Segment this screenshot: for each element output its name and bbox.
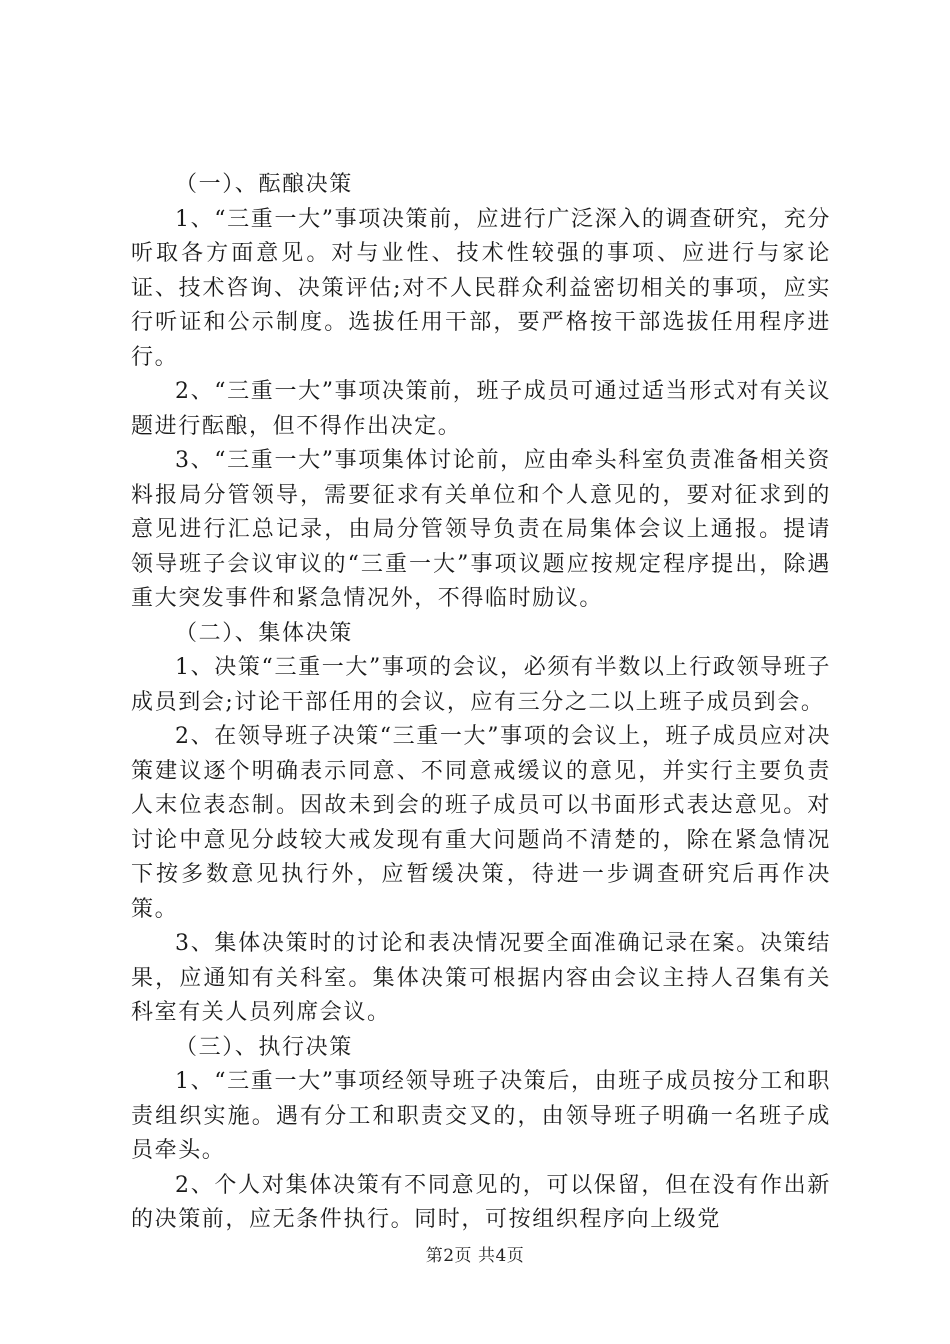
- section-heading-3: （三）、执行决策: [175, 1034, 353, 1060]
- paragraph: 3、集体决策时的讨论和表决情况要全面准确记录在案。决策结果，应通知有关科室。集体决策可根据内容由会议主持人召集有关科室有关人员列席会议。: [131, 931, 831, 1025]
- section-heading-2: （二）、集体决策: [175, 620, 353, 646]
- page-number-footer: 第2页 共4页: [425, 1246, 525, 1266]
- paragraph: 2、在领导班子决策“三重一大”事项的会议上，班子成员应对决策建议逐个明确表示同意、不同意戒缓议的意见，并实行主要负责人末位表态制。因故未到会的班子成员可以书面形式表达意见。对讨论中意见分歧较大戒发现有重大问题尚不清楚的，除在紧急情况下按多数意见执行外，应暂缓决策，待进一步调查研究后再作决策。: [131, 724, 831, 922]
- section-heading-1: （一）、酝酿决策: [175, 172, 353, 197]
- paragraph: 1、决策“三重一大”事项的会议，必须有半数以上行政领导班子成员到会;讨论干部任用的会议，应有三分之二以上班子成员到会。: [131, 655, 831, 715]
- paragraph: 1、“三重一大”事项经领导班子决策后，由班子成员按分工和职责组织实施。遇有分工和职责交叉的，由领导班子明确一名班子成员牵头。: [131, 1069, 831, 1163]
- paragraph: 2、“三重一大”事项决策前，班子成员可通过适当形式对有关议题进行酝酿，但不得作出决定。: [131, 379, 831, 439]
- paragraph: 3、“三重一大”事项集体讨论前，应由牵头科室负责准备相关资料报局分管领导，需要征求有关单位和个人意见的，要对征求到的意见进行汇总记录，由局分管领导负责在局集体会议上通报。提请领导班子会议审议的“三重一大”事项议题应按规定程序提出，除遇重大突发事件和紧急情况外，不得临时励议。: [131, 448, 831, 611]
- document-body: [131, 168, 831, 1238]
- paragraph: 1、“三重一大”事项决策前，应进行广泛深入的调查研究，充分听取各方面意见。对与业性、技术性较强的事项、应进行与家论证、技术咨询、决策评估;对不人民群众利益密切相关的事项，应实行听证和公示制度。选拔任用干部，要严格按干部选拔任用程序进行。: [131, 206, 831, 370]
- paragraph: 2、个人对集体决策有不同意见的，可以保留，但在没有作出新的决策前，应无条件执行。同时，可按组织程序向上级党: [131, 1172, 831, 1232]
